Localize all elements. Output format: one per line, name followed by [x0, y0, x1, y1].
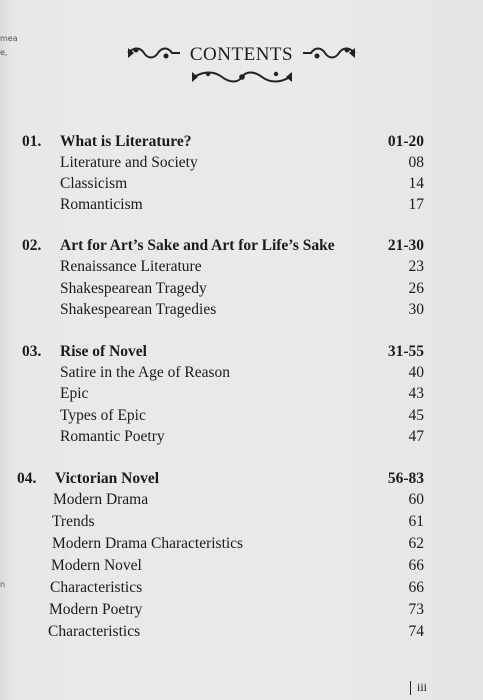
entry-title: Characteristics	[50, 579, 143, 596]
entry-title: Renaissance Literature	[60, 258, 202, 275]
entry-page: 14	[408, 175, 424, 192]
entry-title: Types of Epic	[60, 407, 146, 424]
underline-flourish-icon	[0, 70, 483, 84]
chapter-number: 04.	[17, 470, 37, 487]
chapter-title: Victorian Novel	[55, 470, 160, 487]
toc-entry	[0, 579, 483, 601]
entry-title: Romanticism	[60, 196, 143, 213]
entry-page: 74	[408, 623, 424, 640]
chapter-title: Art for Art’s Sake and Art for Life’s Sake	[60, 237, 335, 254]
chapter-page-range: 56-83	[387, 470, 424, 487]
left-flourish-icon	[126, 45, 182, 65]
entry-page: 45	[408, 407, 424, 424]
toc-entry	[0, 513, 483, 535]
chapter-heading	[0, 133, 483, 155]
entry-page: 60	[408, 491, 424, 508]
entry-title: Shakespearean Tragedies	[60, 301, 217, 318]
entry-title: Romantic Poetry	[60, 428, 165, 445]
contents-header	[0, 44, 483, 84]
toc-entry	[0, 154, 483, 176]
chapter-number: 02.	[22, 237, 42, 254]
toc-entry	[0, 258, 483, 280]
entry-page: 43	[408, 385, 424, 402]
footer-divider	[410, 681, 411, 695]
toc-entry	[0, 364, 483, 386]
chapter-heading	[0, 470, 483, 492]
toc-entry	[0, 407, 483, 429]
entry-title: Shakespearean Tragedy	[60, 280, 207, 297]
entry-page: 73	[408, 601, 424, 618]
chapter-page-range: 21-30	[387, 237, 424, 254]
toc-entry	[0, 535, 483, 557]
toc-entry	[0, 301, 483, 323]
toc-entry	[0, 175, 483, 197]
entry-title: Epic	[60, 385, 89, 402]
entry-page: 17	[408, 196, 424, 213]
entry-title: Characteristics	[48, 623, 141, 640]
entry-title: Modern Drama	[53, 491, 149, 508]
margin-fragment: e,	[0, 48, 8, 57]
entry-title: Modern Novel	[51, 557, 142, 574]
chapter-title: Rise of Novel	[60, 343, 147, 360]
chapter-heading	[0, 237, 483, 259]
toc-entry	[0, 385, 483, 407]
toc-entry	[0, 280, 483, 302]
toc-entry	[0, 428, 483, 450]
page-number-label: iii	[416, 680, 427, 694]
entry-title: Satire in the Age of Reason	[60, 364, 231, 381]
entry-page: 62	[408, 535, 424, 552]
entry-title: Modern Poetry	[49, 601, 143, 618]
chapter-number: 01.	[22, 133, 42, 150]
entry-page: 66	[408, 557, 424, 574]
entry-title: Classicism	[60, 175, 128, 192]
toc-entry	[0, 196, 483, 218]
chapter-page-range: 01-20	[387, 133, 424, 150]
entry-title: Modern Drama Characteristics	[52, 535, 244, 552]
toc-entry	[0, 601, 483, 623]
entry-page: 30	[408, 301, 424, 318]
toc-entry	[0, 557, 483, 579]
margin-fragment: mea	[0, 34, 18, 43]
toc-entry	[0, 491, 483, 513]
chapter-heading	[0, 343, 483, 365]
entry-page: 66	[408, 579, 424, 596]
chapter-title: What is Literature?	[60, 133, 192, 150]
page-title: CONTENTS	[189, 44, 294, 65]
page-number	[417, 680, 427, 695]
entry-page: 40	[408, 364, 424, 381]
entry-page: 61	[408, 513, 424, 530]
entry-page: 47	[408, 428, 424, 445]
margin-fragment: n	[0, 580, 6, 589]
entry-page: 23	[408, 258, 424, 275]
chapter-number: 03.	[22, 343, 42, 360]
right-flourish-icon	[301, 45, 357, 65]
entry-title: Literature and Society	[60, 154, 198, 171]
entry-title: Trends	[52, 513, 95, 530]
toc-entry	[0, 623, 483, 645]
chapter-page-range: 31-55	[387, 343, 424, 360]
entry-page: 26	[408, 280, 424, 297]
entry-page: 08	[408, 154, 424, 171]
